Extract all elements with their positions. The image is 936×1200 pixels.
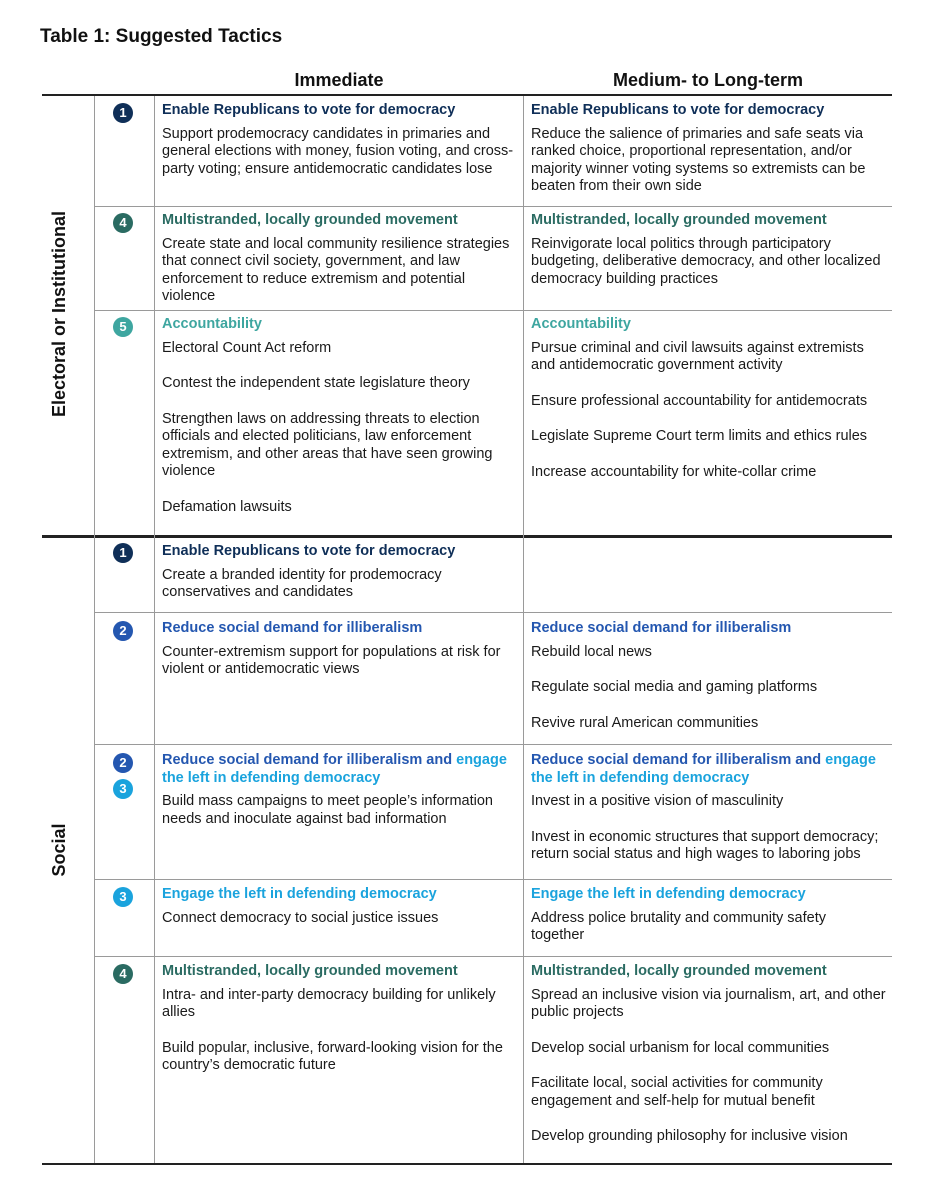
tactic-item: Intra- and inter-party democracy building for unlikely allies — [162, 986, 496, 1020]
tactic-item: Increase accountability for white-collar crime — [531, 463, 817, 480]
tactic-heading: Multistranded, locally grounded movement — [531, 212, 827, 228]
tactic-heading: Reduce social demand for illiberalism — [531, 620, 792, 636]
row-divider — [95, 310, 892, 311]
tactic-heading: Multistranded, locally grounded movement — [162, 212, 458, 228]
table-top-rule — [42, 94, 892, 96]
long-term-column-divider — [523, 96, 524, 1163]
tactic-item: Develop social urbanism for local communities — [531, 1039, 830, 1056]
tactic-item: Invest in a positive vision of masculinity — [531, 793, 784, 809]
tactic-item: Create state and local community resilience strategies that connect civil society, government, and law enforcement to reduce extremism and potential violence — [162, 235, 510, 304]
tactic-heading: Enable Republicans to vote for democracy — [162, 543, 456, 559]
tactic-item: Create a branded identity for prodemocracy conservatives and candidates — [162, 566, 442, 600]
tactic-item: Rebuild local news — [531, 643, 652, 660]
row-4-immediate — [162, 543, 514, 602]
section-label-social: Social — [49, 823, 69, 877]
tactic-item: Invest in economic structures that support democracy; return social status and high wages to laboring jobs — [531, 828, 879, 862]
row-1-long-term — [531, 102, 887, 196]
row-3-immediate — [162, 316, 514, 516]
tactic-heading: Enable Republicans to vote for democracy — [531, 102, 825, 118]
row-5-immediate — [162, 620, 514, 679]
tactic-item: Spread an inclusive vision via journalism, art, and other public projects — [531, 986, 886, 1020]
badge-2: 2 — [113, 753, 133, 773]
tactic-item: Counter-extremism support for populations at risk for violent or antidemocratic views — [162, 643, 501, 677]
row-divider — [95, 879, 892, 880]
tactic-heading: Enable Republicans to vote for democracy — [162, 102, 456, 118]
tactic-item: Revive rural American communities — [531, 714, 759, 731]
row-divider — [95, 956, 892, 957]
tactic-heading: Accountability — [531, 316, 631, 332]
row-divider — [95, 206, 892, 207]
tactic-item: Strengthen laws on addressing threats to election officials and elected politicians, law enforcement extremism, and other areas that have seen growing violence — [162, 410, 493, 479]
immediate-column-divider — [154, 96, 155, 1163]
heading-part-demand: Reduce social demand for illiberalism and — [162, 752, 457, 768]
tactic-item: Reinvigorate local politics through participatory budgeting, deliberative democracy, and other localized democracy building practices — [531, 235, 881, 287]
tactic-heading: Accountability — [162, 316, 262, 332]
tactic-heading: Engage the left in defending democracy — [162, 886, 437, 902]
tactic-item: Address police brutality and community safety together — [531, 909, 826, 943]
tactic-item: Regulate social media and gaming platforms — [531, 679, 818, 695]
row-8-immediate — [162, 963, 514, 1075]
column-header-immediate: Immediate — [294, 70, 384, 90]
row-5-long-term — [531, 620, 887, 732]
row-divider — [95, 744, 892, 745]
row-divider — [95, 612, 892, 613]
tactic-item: Reduce the salience of primaries and safe seats via ranked choice, proportional representation, and/or majority winner voting systems so extremists can be beaten from their own side — [531, 125, 866, 194]
tactic-heading: Engage the left in defending democracy — [531, 886, 806, 902]
badge-column-divider — [94, 96, 95, 1163]
badge-5: 5 — [113, 317, 133, 337]
tactic-item: Legislate Supreme Court term limits and ethics rules — [531, 428, 868, 444]
badge-1: 1 — [113, 543, 133, 563]
badge-1: 1 — [113, 103, 133, 123]
row-2-long-term — [531, 212, 887, 288]
tactic-heading: Multistranded, locally grounded movement — [162, 963, 458, 979]
badge-3: 3 — [113, 779, 133, 799]
section-label-electoral: Electoral or Institutional — [49, 210, 69, 418]
badge-2: 2 — [113, 621, 133, 641]
row-7-long-term — [531, 886, 831, 945]
tactic-item: Build mass campaigns to meet people’s information needs and inoculate against bad information — [162, 793, 493, 827]
tactic-item: Ensure professional accountability for antidemocrats — [531, 392, 868, 409]
row-8-long-term — [531, 963, 887, 1146]
column-header-long-term: Medium- to Long-term — [613, 70, 803, 90]
row-6-long-term — [531, 752, 887, 864]
tactic-item: Electoral Count Act reform — [162, 339, 332, 356]
tactic-item: Develop grounding philosophy for inclusive vision — [531, 1128, 848, 1144]
table-title: Table 1: Suggested Tactics — [40, 26, 283, 47]
tactic-heading: Multistranded, locally grounded movement — [531, 963, 827, 979]
badge-4: 4 — [113, 213, 133, 233]
tactic-heading: Reduce social demand for illiberalism — [162, 620, 423, 636]
row-2-immediate — [162, 212, 514, 306]
heading-part-engage: engage the left in defending democracy — [162, 752, 507, 786]
heading-part-demand: Reduce social demand for illiberalism and — [531, 752, 826, 768]
row-6-immediate — [162, 752, 514, 828]
heading-part-engage: engage the left in defending democracy — [531, 752, 876, 786]
badge-3: 3 — [113, 887, 133, 907]
tactic-item: Facilitate local, social activities for community engagement and self-help for mutual benefit — [531, 1075, 823, 1109]
row-7-immediate — [162, 886, 514, 927]
section-divider-rule — [42, 535, 892, 538]
tactic-item: Defamation lawsuits — [162, 498, 292, 515]
row-1-immediate — [162, 102, 514, 178]
tactic-item: Build popular, inclusive, forward-looking vision for the country’s democratic future — [162, 1039, 503, 1073]
tactic-heading — [531, 752, 887, 787]
tactic-item: Contest the independent state legislature theory — [162, 375, 470, 391]
tactic-item: Connect democracy to social justice issues — [162, 909, 439, 926]
row-3-long-term — [531, 316, 887, 481]
tactic-heading — [162, 752, 514, 787]
tactic-item: Pursue criminal and civil lawsuits against extremists and antidemocratic government activity — [531, 339, 864, 373]
tactic-item: Support prodemocracy candidates in primaries and general elections with money, fusion voting, and cross-party voting; ensure antidemocratic candidates lose — [162, 125, 514, 177]
table-bottom-rule — [42, 1163, 892, 1165]
badge-4: 4 — [113, 964, 133, 984]
